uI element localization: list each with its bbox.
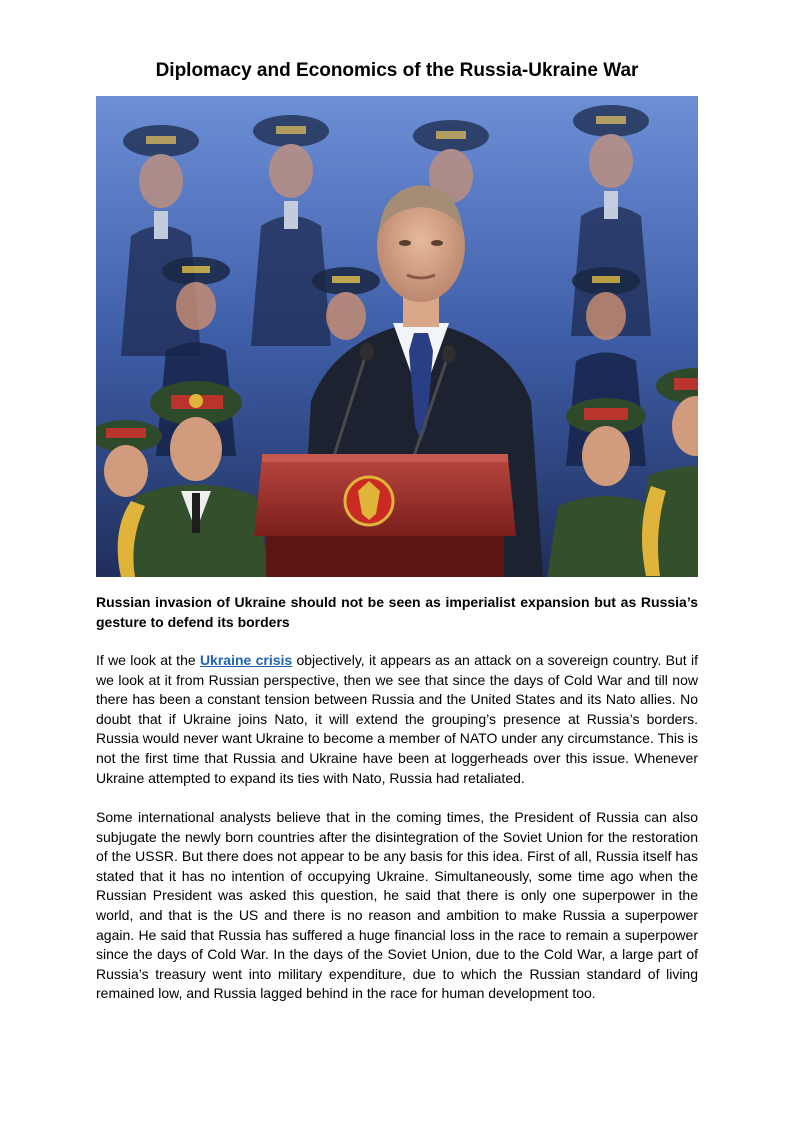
page-title: Diplomacy and Economics of the Russia-Ukraine War <box>155 60 639 81</box>
paragraph-1-lead: If we look at the <box>96 652 200 668</box>
speaker-photo <box>96 96 698 577</box>
article-subheading: Russian invasion of Ukraine should not be seen as imperialist expansion but as Russia’s gesture to defend its borders <box>96 594 698 630</box>
ukraine-crisis-link[interactable]: Ukraine crisis <box>199 652 293 668</box>
paragraph-1 <box>96 651 698 788</box>
paragraph-2: Some international analysts believe that in the coming times, the President of Russia can also subjugate the newly born countries after the disintegration of the Soviet Union for the restoration of the USSR. But there does not appear to be any basis for this idea. First of all, Russia itself has stated that it has no intention of occupying Ukraine. Simultaneously, some time ago when the Russian President was asked this question, he said that there is only one superpower in the world, and that is the US and there is no reason and ambition to make Russia a superpower again. He said that Russia has suffered a huge financial loss in the race to remain a superpower since the days of Cold War. In the days of the Soviet Union, due to the Cold War, a large part of Russia’s treasury went into military expenditure, due to which the Russian standard of living remained low, and Russia lagged behind in the race for human development too. <box>96 809 698 1002</box>
paragraph-1-rest: objectively, it appears as an attack on a sovereign country. But if we look at it from Russian perspective, then we see that since the days of Cold War and till now there has been a constant tension between Russia and the United States and its Nato allies. No doubt that if Ukraine joins Nato, it will extend the grouping’s presence at Russia’s borders. Russia would never want Ukraine to become a member of NATO under any circumstance. This is not the first time that Russia and Ukraine have been at loggerheads over this issue. Whenever Ukraine attempted to expand its ties with Nato, Russia had retaliated. <box>96 652 698 786</box>
